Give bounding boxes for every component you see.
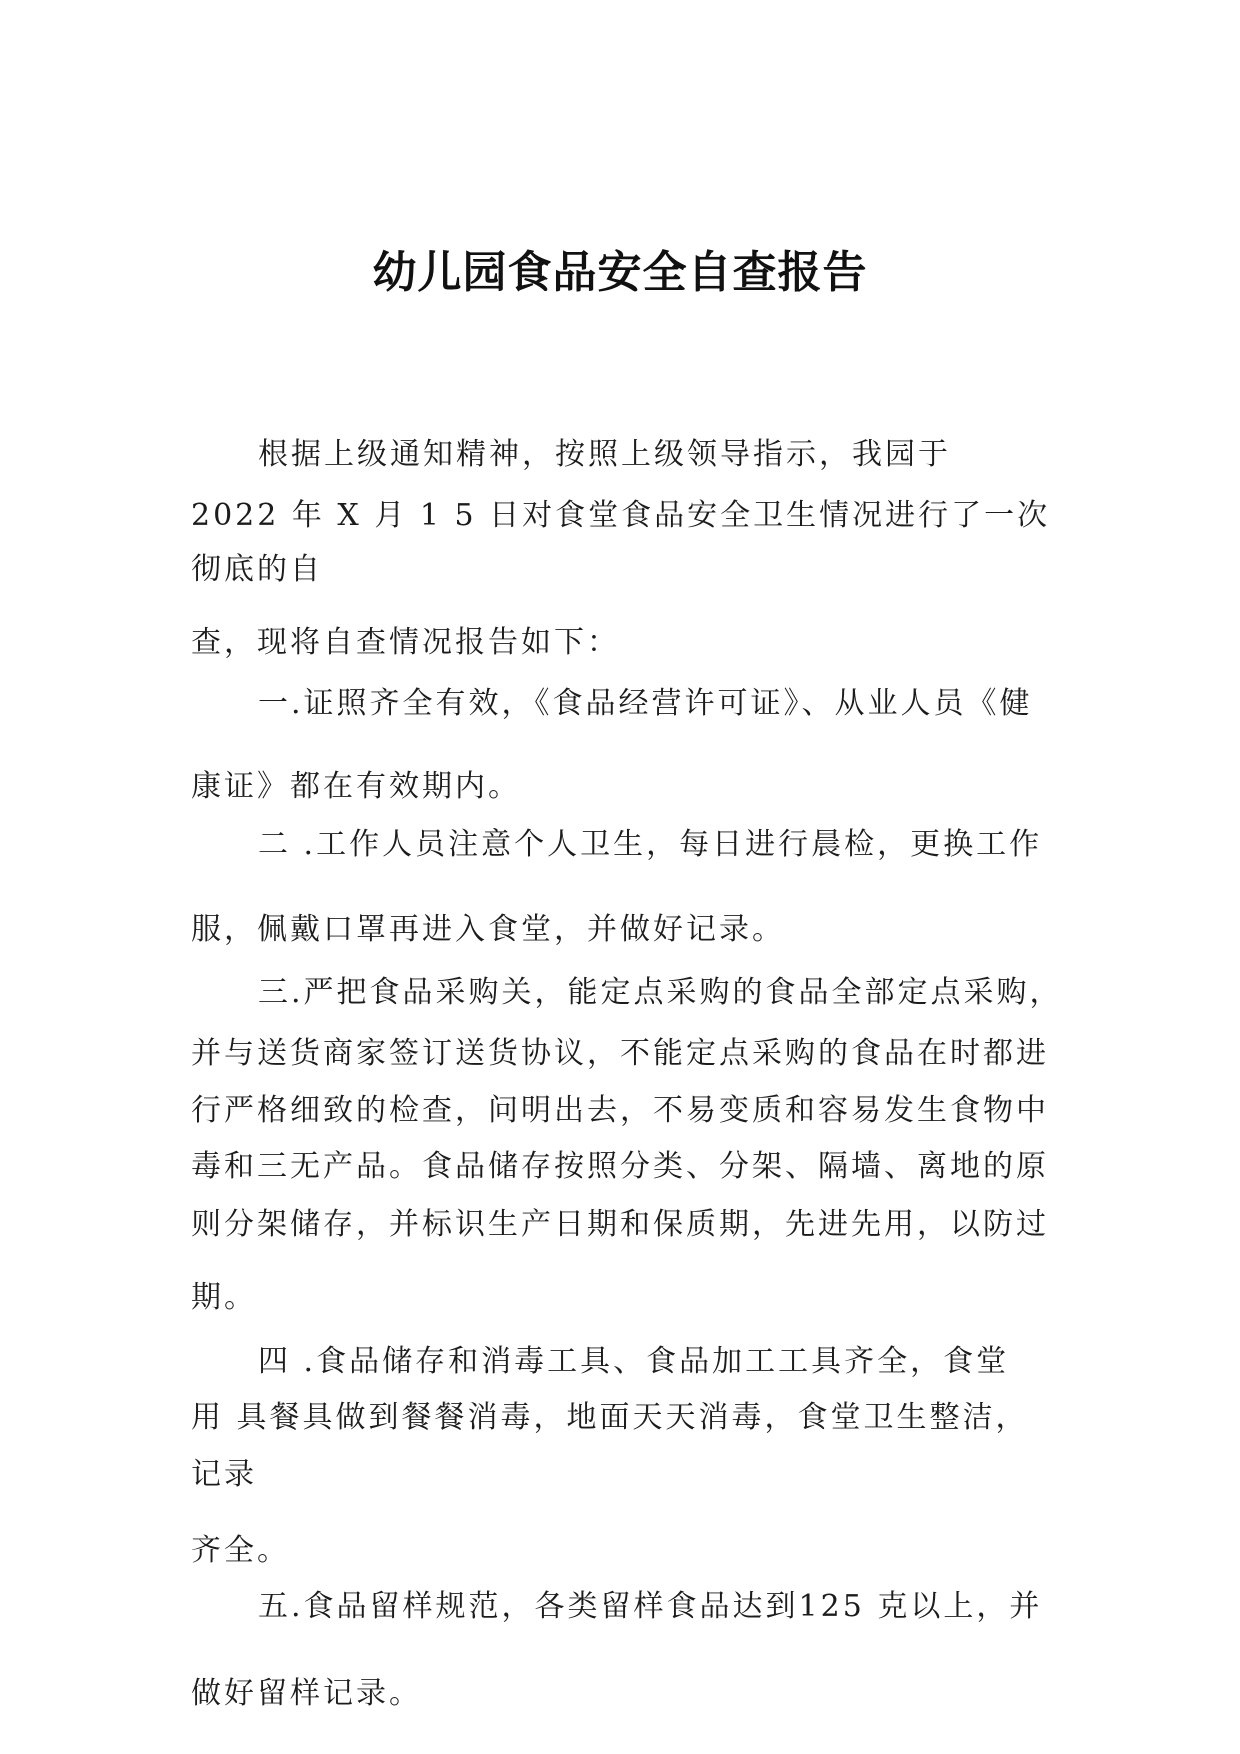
paragraph-line: 行严格细致的检查，问明出去，不易变质和容易发生食物中 — [191, 1093, 1049, 1128]
paragraph-line: 一.证照齐全有效，《食品经营许可证》、从业人员《健 — [258, 686, 1033, 721]
paragraph-line: 五.食品留样规范，各类留样食品达到125 克以上，并 — [258, 1589, 1043, 1624]
paragraph-line: 并与送货商家签订送货协议，不能定点采购的食品在时都进 — [191, 1036, 1049, 1071]
paragraph-line: 期。 — [191, 1280, 257, 1315]
paragraph-line: 三.严把食品采购关，能定点采购的食品全部定点采购， — [258, 975, 1063, 1010]
paragraph-line: 毒和三无产品。食品储存按照分类、分架、隔墙、离地的原 — [191, 1149, 1049, 1184]
paragraph-line: 康证》都在有效期内。 — [191, 769, 521, 804]
paragraph-line: 四 .食品储存和消毒工具、食品加工工具齐全，食堂 — [258, 1344, 1010, 1379]
paragraph-line: 做好留样记录。 — [191, 1676, 422, 1711]
paragraph-line: 彻底的自 — [191, 552, 323, 587]
paragraph-line: 齐全。 — [191, 1533, 290, 1568]
paragraph-line: 2022 年 X 月 1 5 日对食堂食品安全卫生情况进行了一次 — [191, 498, 1051, 533]
paragraph-line: 服，佩戴口罩再进入食堂，并做好记录。 — [191, 912, 785, 947]
paragraph-line: 记录 — [191, 1457, 257, 1492]
page-title: 幼儿园食品安全自查报告 — [372, 247, 868, 298]
paragraph-line: 查，现将自查情况报告如下： — [191, 625, 620, 660]
paragraph-line: 则分架储存，并标识生产日期和保质期，先进先用，以防过 — [191, 1207, 1049, 1242]
paragraph-line: 用 具餐具做到餐餐消毒，地面天天消毒，食堂卫生整洁， — [191, 1400, 1029, 1435]
paragraph-line: 根据上级通知精神，按照上级领导指示，我园于 — [258, 437, 951, 472]
paragraph-line: 二 .工作人员注意个人卫生，每日进行晨检，更换工作 — [258, 827, 1043, 862]
